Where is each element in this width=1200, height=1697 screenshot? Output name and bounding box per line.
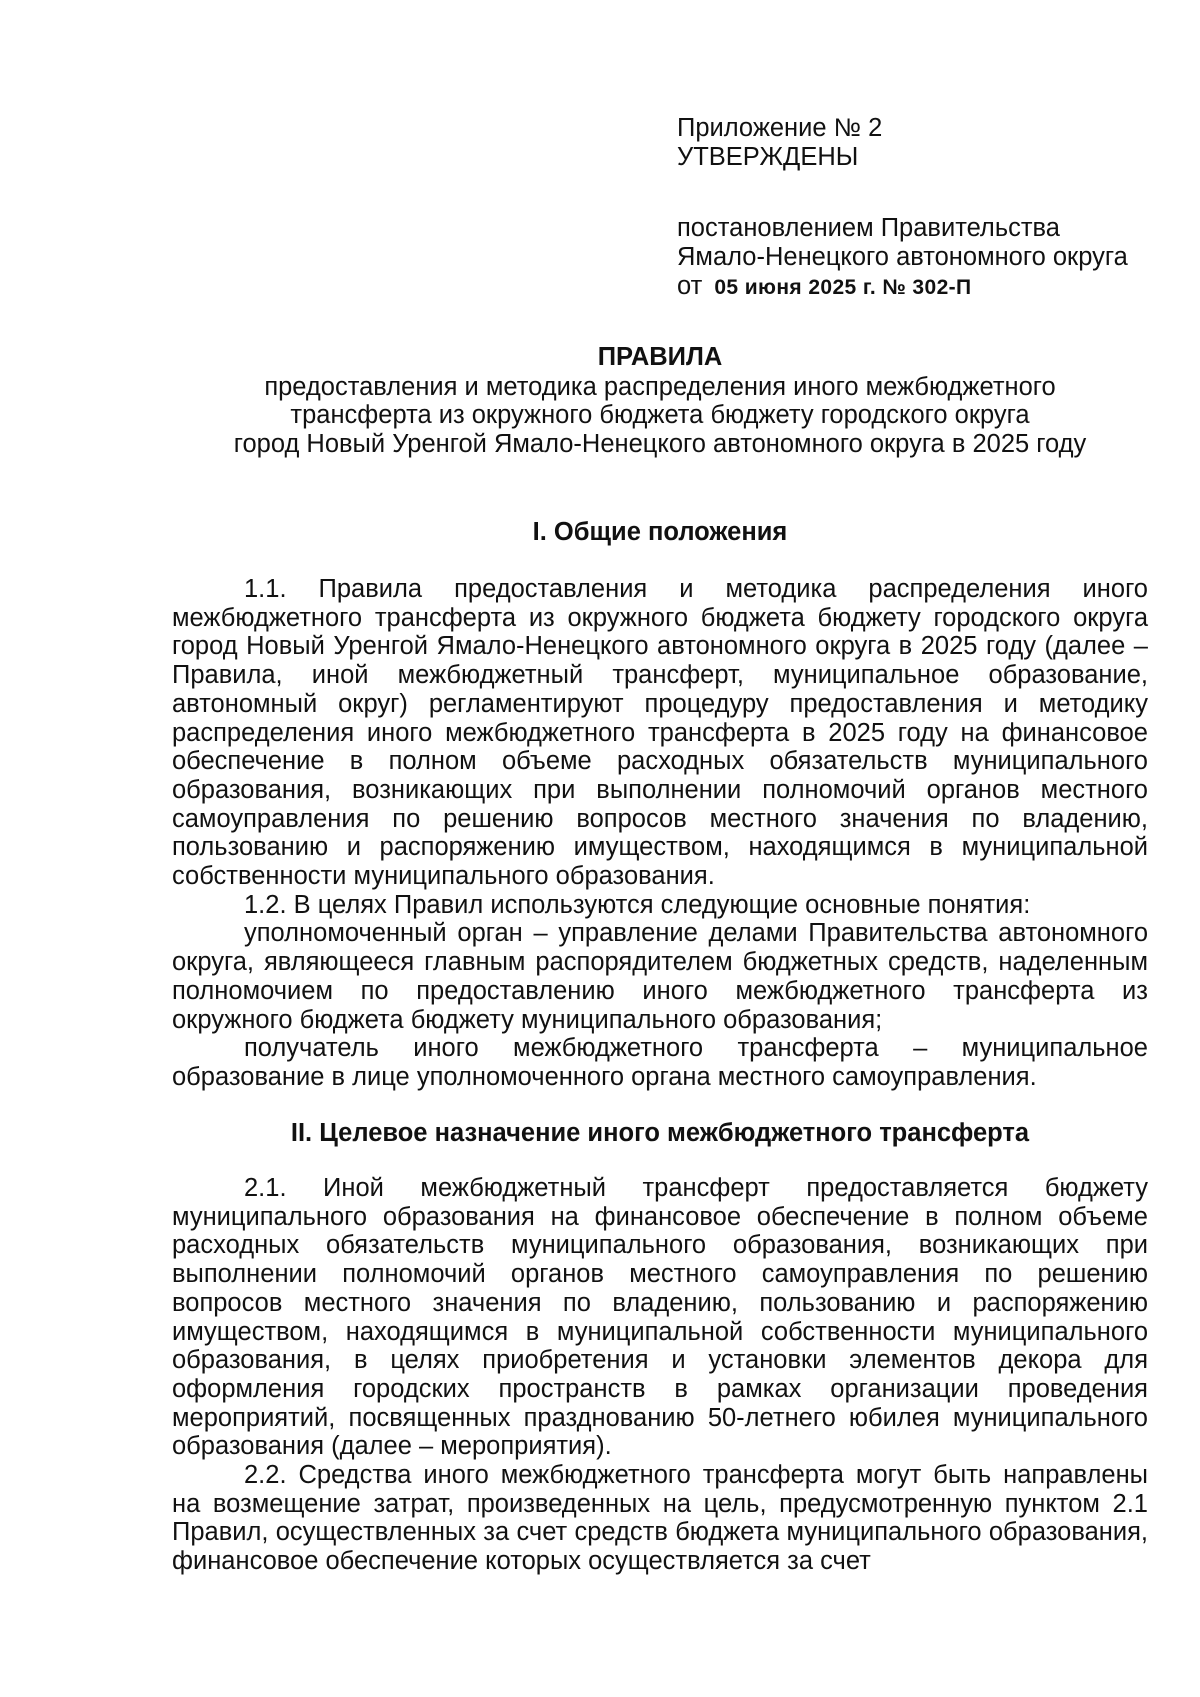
document-subtitle	[160, 373, 1160, 459]
document-title-block	[160, 343, 1160, 459]
decree-date-line	[677, 272, 1147, 303]
section-2-body	[172, 1174, 1148, 1576]
subtitle-line-2: трансферта из окружного бюджета бюджету городского округа	[290, 401, 1030, 430]
paragraph-1-2: 1.2. В целях Правил используются следующие основные понятия:	[244, 890, 1031, 919]
paragraph-definition-recipient: получатель иного межбюджетного трансферта – муниципальное образование в лице уполномоченного органа местного самоуправления.	[172, 1034, 1148, 1091]
subtitle-line-1: предоставления и методика распределения иного межбюджетного	[264, 372, 1056, 401]
section-2-heading: II. Целевое назначение иного межбюджетного трансферта	[290, 1119, 1030, 1147]
approved-by-line-2: Ямало-Ненецкого автономного округа	[677, 243, 1128, 272]
appendix-block	[677, 114, 1147, 303]
appendix-label: Приложение № 2	[677, 114, 883, 142]
document-title: ПРАВИЛА	[597, 343, 723, 371]
approved-by-line-1: постановлением Правительства	[677, 214, 1060, 243]
paragraph-2-2: 2.2. Средства иного межбюджетного трансферта могут быть направлены на возмещение затрат, произведенных на цель, предусмотренную пунктом 2.1 Правил, осуществленных за счет средств бюджета муниципального образования, финансовое обеспечение которых осуществляется за счет	[172, 1461, 1148, 1576]
section-1-body	[172, 575, 1148, 1092]
section-1-heading: I. Общие положения	[532, 518, 788, 546]
approved-label: УТВЕРЖДЕНЫ	[677, 142, 859, 171]
paragraph-1-1: 1.1. Правила предоставления и методика распределения иного межбюджетного трансферта из окружного бюджета бюджету городского округа город Новый Уренгой Ямало-Ненецкого автономного округа в 2025 году (далее – Правила, иной межбюджетный трансферт, муниципальное образование, автономный округ) регламентируют процедуру предоставления и методику распределения иного межбюджетного трансферта в 2025 году на финансовое обеспечение в полном объеме расходных обязательств муниципального образования, возникающих при выполнении полномочий органов местного самоуправления по решению вопросов местного значения по владению, пользованию и распоряжению имуществом, находящимся в муниципальной собственности муниципального образования.	[172, 575, 1148, 891]
appendix-gap	[677, 171, 1147, 214]
paragraph-2-1: 2.1. Иной межбюджетный трансферт предоставляется бюджету муниципального образования на финансовое обеспечение в полном объеме расходных обязательств муниципального образования, возникающих при выполнении полномочий органов местного самоуправления по решению вопросов местного значения по владению, пользованию и распоряжению имуществом, находящимся в муниципальной собственности муниципального образования, в целях приобретения и установки элементов декора для оформления городских пространств в рамках организации проведения мероприятий, посвященных празднованию 50-летнего юбилея муниципального образования (далее – мероприятия).	[172, 1174, 1148, 1461]
date-prefix: от	[677, 271, 703, 300]
paragraph-definition-authorized-body: уполномоченный орган – управление делами Правительства автономного округа, являющееся главным распорядителем бюджетных средств, наделенным полномочием по предоставлению иного межбюджетного трансферта из окружного бюджета бюджету муниципального образования;	[172, 919, 1148, 1034]
decree-date-number: 05 июня 2025 г. № 302-П	[714, 275, 972, 299]
subtitle-line-3: город Новый Уренгой Ямало-Ненецкого автономного округа в 2025 году	[233, 430, 1087, 459]
